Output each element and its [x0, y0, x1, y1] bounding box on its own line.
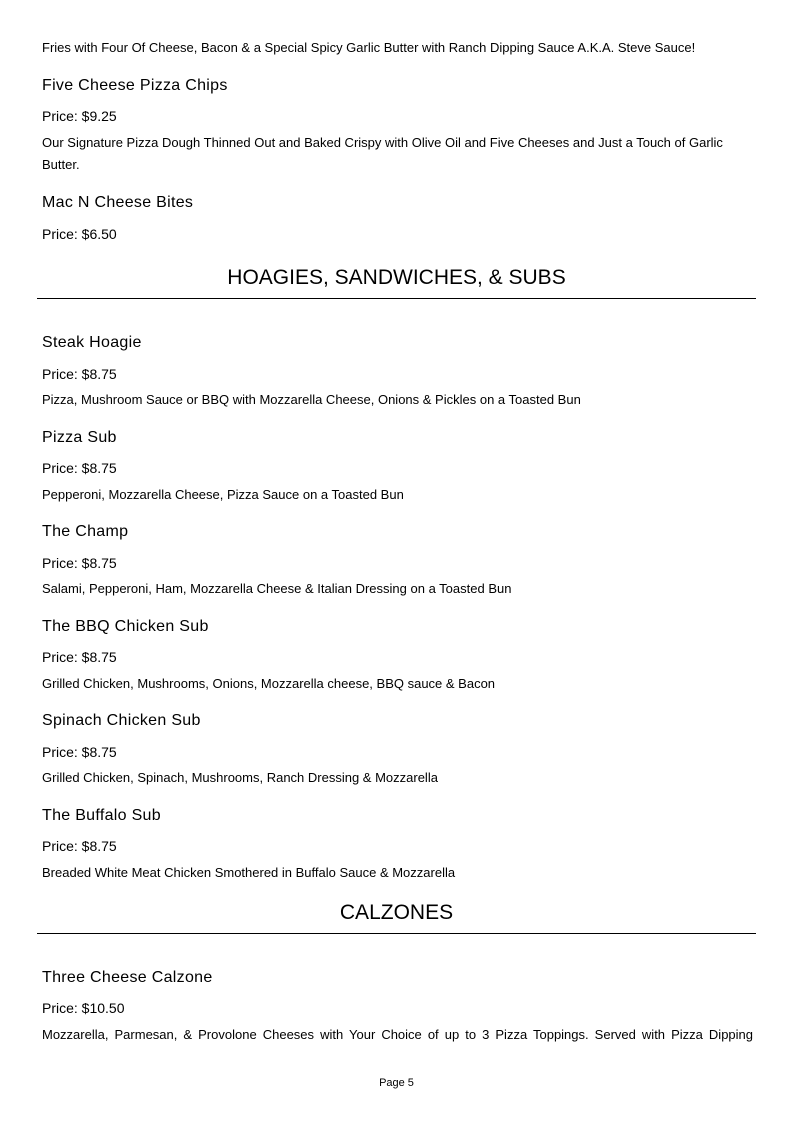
- item-description: Salami, Pepperoni, Ham, Mozzarella Cheese & Italian Dressing on a Toasted Bun: [42, 581, 512, 596]
- item-price: Price: $6.50: [42, 226, 117, 242]
- item-price: Price: $9.25: [42, 108, 117, 124]
- item-price: Price: $8.75: [42, 555, 117, 571]
- item-name: The Buffalo Sub: [42, 807, 161, 824]
- item-price: Price: $8.75: [42, 838, 117, 854]
- item-name: Steak Hoagie: [42, 334, 142, 351]
- section-title-hoagies: HOAGIES, SANDWICHES, & SUBS: [227, 266, 566, 289]
- item-price: Price: $8.75: [42, 649, 117, 665]
- item-description: Our Signature Pizza Dough Thinned Out and Baked Crispy with Olive Oil and Five Cheeses and Just a Touch of Garlic Butter.: [42, 135, 723, 172]
- item-price: Price: $8.75: [42, 460, 117, 476]
- section-divider: [37, 298, 756, 299]
- item-price: Price: $10.50: [42, 1000, 125, 1016]
- item-description: Breaded White Meat Chicken Smothered in Buffalo Sauce & Mozzarella: [42, 865, 456, 880]
- item-price: Price: $8.75: [42, 744, 117, 760]
- item-name: Mac N Cheese Bites: [42, 194, 194, 211]
- section-title-calzones: CALZONES: [339, 901, 454, 924]
- section-divider: [37, 933, 756, 934]
- item-description: Fries with Four Of Cheese, Bacon & a Special Spicy Garlic Butter with Ranch Dipping Sauce A.K.A. Steve Sauce!: [42, 40, 696, 55]
- item-name: The Champ: [42, 523, 129, 540]
- item-name: Pizza Sub: [42, 429, 117, 446]
- item-name: Spinach Chicken Sub: [42, 712, 201, 729]
- item-name: Three Cheese Calzone: [42, 969, 213, 986]
- item-description: Grilled Chicken, Spinach, Mushrooms, Ranch Dressing & Mozzarella: [42, 770, 438, 785]
- page-number: Page 5: [379, 1077, 414, 1089]
- item-name: Five Cheese Pizza Chips: [42, 77, 228, 94]
- item-name: The BBQ Chicken Sub: [42, 618, 209, 635]
- item-price: Price: $8.75: [42, 366, 117, 382]
- item-description: Pizza, Mushroom Sauce or BBQ with Mozzarella Cheese, Onions & Pickles on a Toasted Bun: [42, 392, 581, 407]
- item-description: Grilled Chicken, Mushrooms, Onions, Mozzarella cheese, BBQ sauce & Bacon: [42, 676, 496, 691]
- item-description: Mozzarella, Parmesan, & Provolone Cheeses with Your Choice of up to 3 Pizza Toppings. Served with Pizza Dipping: [42, 1027, 753, 1042]
- item-description: Pepperoni, Mozzarella Cheese, Pizza Sauce on a Toasted Bun: [42, 487, 404, 502]
